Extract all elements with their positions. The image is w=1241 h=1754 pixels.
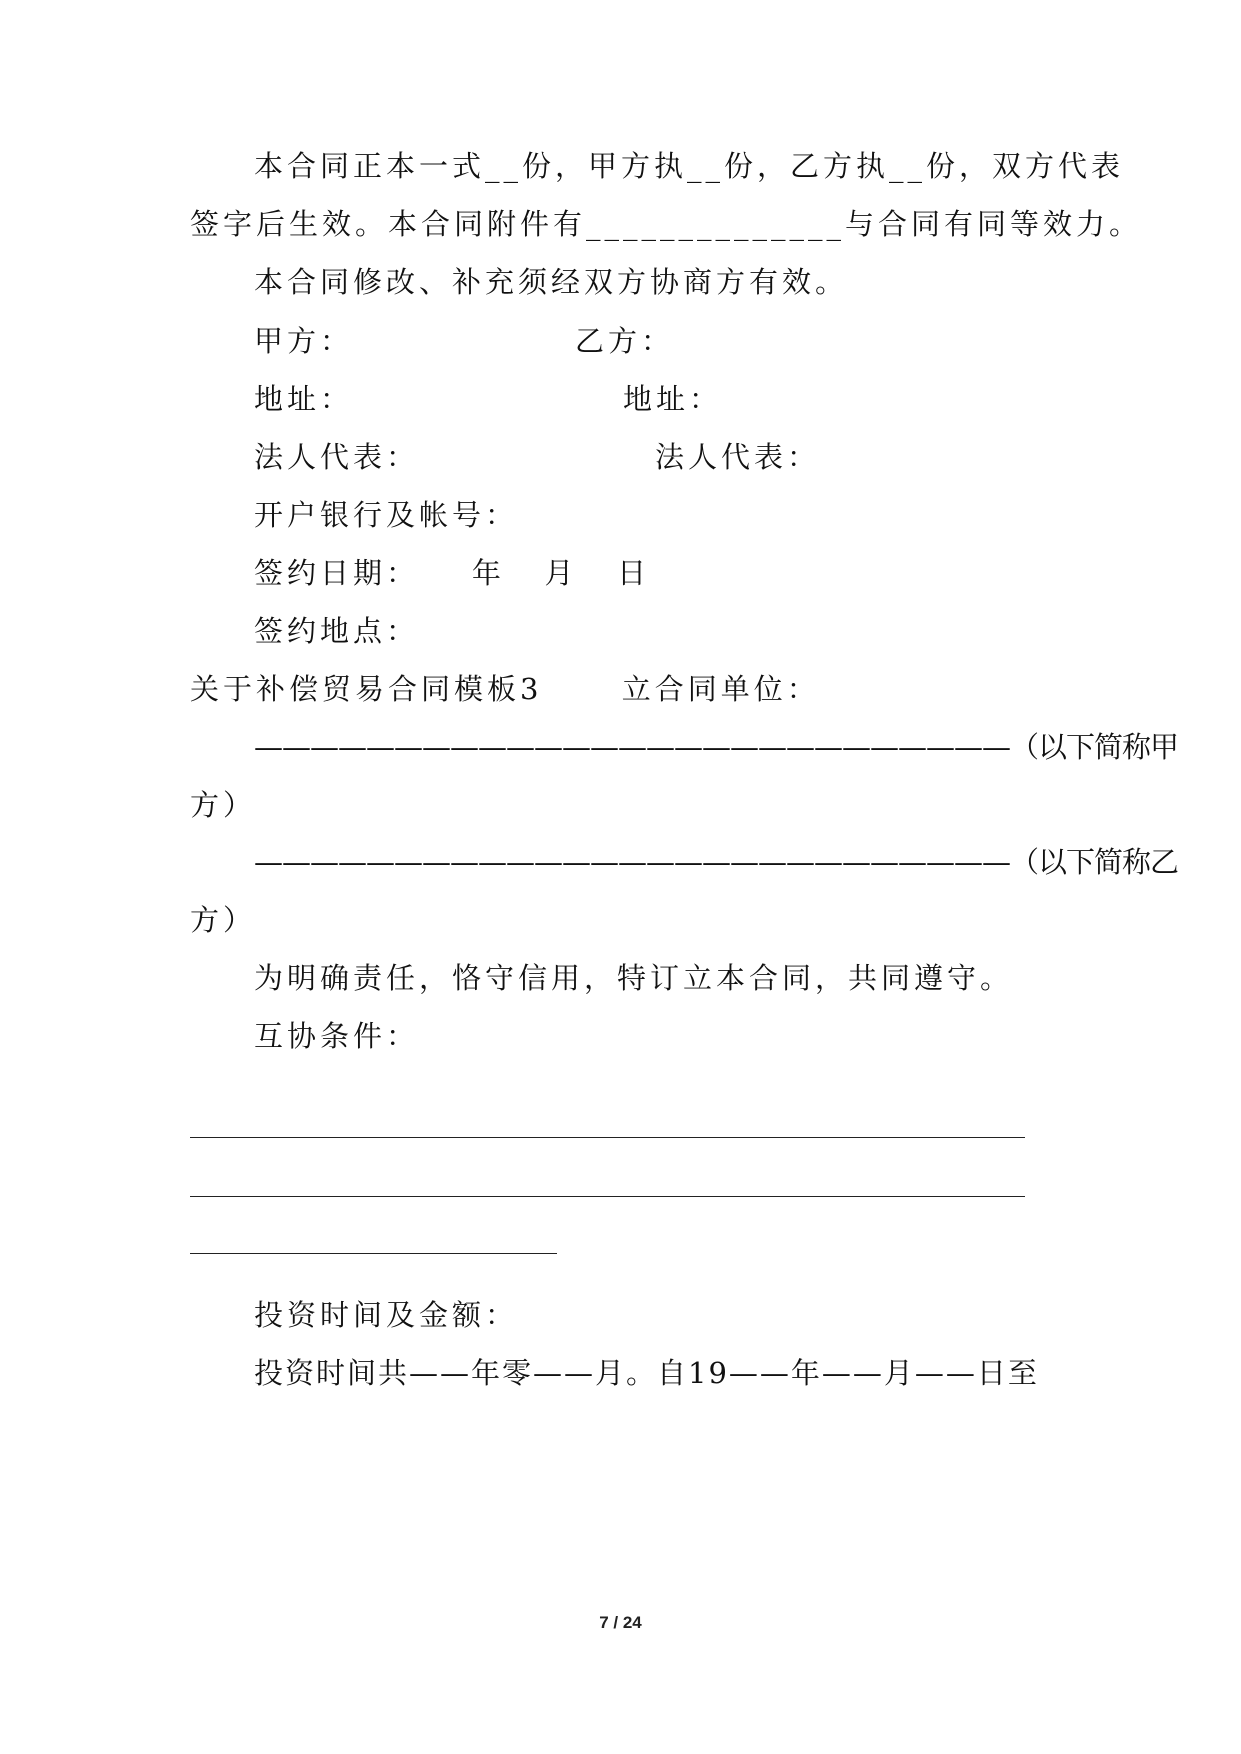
bank-account-label: 开户银行及帐号： bbox=[254, 498, 519, 532]
legal-rep-a-label: 法人代表： bbox=[254, 440, 420, 474]
party-a-line-tail: 方） bbox=[190, 788, 257, 822]
paragraph-copies-continued: 签字后生效。本合同附件有______________与合同有同等效力。 bbox=[190, 207, 1143, 241]
party-a-line: ———————————————————————————（以下简称甲 bbox=[254, 730, 1179, 764]
address-b-label: 地址： bbox=[623, 382, 723, 416]
signing-place: 签约地点： bbox=[254, 614, 420, 648]
party-b-line-tail: 方） bbox=[190, 903, 257, 937]
blank-line-2 bbox=[190, 1196, 1025, 1197]
address-a-label: 地址： bbox=[254, 382, 354, 416]
terms-label: 互协条件： bbox=[254, 1019, 420, 1053]
blank-line-1 bbox=[190, 1137, 1025, 1138]
paragraph-copies: 本合同正本一式__份，甲方执__份，乙方执__份，双方代表 bbox=[254, 149, 1125, 183]
paragraph-amendment: 本合同修改、补充须经双方协商方有效。 bbox=[254, 265, 849, 299]
legal-rep-b-label: 法人代表： bbox=[655, 440, 821, 474]
page-indicator: 7 / 24 bbox=[599, 1613, 642, 1632]
signing-date: 签约日期： 年 月 日 bbox=[254, 556, 651, 590]
investment-label: 投资时间及金额： bbox=[254, 1298, 519, 1332]
section-heading: 关于补偿贸易合同模板3 立合同单位： bbox=[190, 672, 820, 706]
party-a-label: 甲方： bbox=[254, 324, 354, 358]
purpose-statement: 为明确责任，恪守信用，特订立本合同，共同遵守。 bbox=[254, 961, 1014, 995]
party-b-line: ———————————————————————————（以下简称乙 bbox=[254, 845, 1179, 879]
blank-line-3 bbox=[190, 1253, 557, 1254]
investment-period: 投资时间共——年零——月。自19——年——月——日至 bbox=[254, 1356, 1039, 1390]
party-b-label: 乙方： bbox=[575, 324, 675, 358]
